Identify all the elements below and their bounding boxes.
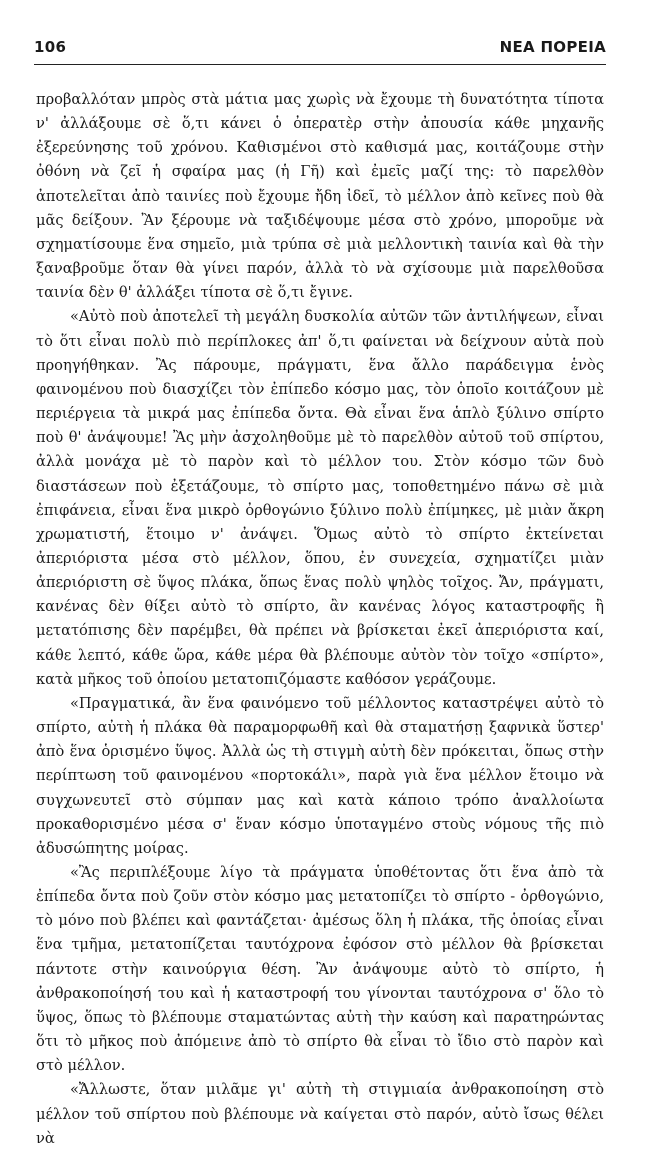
paragraph: «Αὐτὸ ποὺ ἀποτελεῖ τὴ μεγάλη δυσκολία αὐτῶν τῶν ἀντιλήψεων, εἶναι τὸ ὅτι εἶναι πολὺ πιὸ περίπλοκες ἀπ' ὅ,τι φαίνεται νὰ δείχνουν αὐτὰ ποὺ προηγήθηκαν. Ἂς πάρουμε, πράγματι, ἕνα ἄλλο παράδειγμα ἑνὸς φαινομένου ποὺ διασχίζει τὸν ἐπίπεδο κόσμο μας, τὸν ὁποῖο κοιτάζουν μὲ περιέργεια τὰ μικρά μας ἐπίπεδα ὄντα. Θὰ εἶναι ἕνα ἁπλὸ ξύλινο σπίρτο ποὺ θ' ἀνάψουμε! Ἂς μὴν ἀσχοληθοῦμε μὲ τὸ παρελθὸν αὐτοῦ τοῦ σπίρτου, ἀλλὰ μονάχα μὲ τὸ παρὸν καὶ τὸ μέλλον του. Στὸν κόσμο τῶν δυὸ διαστάσεων ποὺ ἐξετάζουμε, τὸ σπίρτο μας, τοποθετημένο πάνω σὲ μιὰ ἐπιφάνεια, εἶναι ἕνα μικρὸ ὀρθογώνιο ξύλινο πολὺ ἐπίμηκες, μὲ μιὰν ἄκρη χρωματιστή, ἕτοιμο ν' ἀνάψει. Ὅμως αὐτὸ τὸ σπίρτο ἐκτείνεται ἀπεριόριστα μέσα στὸ μέλλον, ὅπου, ἐν συνεχεία, σχηματίζει μιὰν ἀπεριόριστη σὲ ὕψος πλάκα, ὅπως ἕνας πολὺ ψηλὸς τοῖχος. Ἄν, πράγματι, κανένας δὲν θίξει αὐτὸ τὸ σπίρτο, ἂν κανένας λόγος καταστροφῆς ἢ μετατόπισης δὲν παρέμβει, θὰ πρέπει νὰ βρίσκεται ἐκεῖ ἀπεριόριστα καί, κάθε λεπτό, κάθε ὥρα, κάθε μέρα θὰ βλέπουμε αὐτὸν τὸν τοῖχο «σπίρτο», κατὰ μῆκος τοῦ ὁποίου μετατοπιζόμαστε καθόσον γεράζουμε.	[36, 308, 604, 688]
page-header	[34, 38, 606, 64]
body-text	[36, 88, 604, 1151]
paragraph: «Πραγματικά, ἂν ἕνα φαινόμενο τοῦ μέλλοντος καταστρέψει αὐτὸ τὸ σπίρτο, αὐτὴ ἡ πλάκα θὰ παραμορφωθῆ καὶ θὰ σταματήσῃ ξαφνικὰ ὕστερ' ἀπὸ ἕνα ὁρισμένο ὕψος. Ἀλλὰ ὡς τὴ στιγμὴ αὐτὴ δὲν πρόκειται, ὅπως στὴν περίπτωση τοῦ φαινομένου «πορτοκάλι», παρὰ γιὰ ἕνα μέλλον ἕτοιμο νὰ συγχωνευτεῖ στὸ σύμπαν μας καὶ κατὰ κάποιο τρόπο ἀναλλοίωτα προκαθορισμένο μέσα σ' ἕναν κόσμο ὑποταγμένο στοὺς νόμους τῆς πιὸ ἀδυσώπητης μοίρας.	[36, 694, 604, 857]
paragraph: προβαλλόταν μπρὸς στὰ μάτια μας χωρὶς νὰ ἔχουμε τὴ δυνατότητα τίποτα ν' ἀλλάξουμε σὲ ὅ,τι κάνει ὁ ὀπερατὲρ στὴν ἀπουσία κάθε μηχανῆς ἐξερεύνησης τοῦ χρόνου. Καθισμένοι στὸ καθισμά μας, κοιτάζουμε στὴν ὀθόνη νὰ ζεῖ ἡ σφαίρα μας (ἡ Γῆ) καὶ ἐμεῖς μαζί της: τὸ παρελθὸν ἀποτελεῖται ἀπὸ ταινίες ποὺ ἔχουμε ἤδη ἰδεῖ, τὸ μέλλον ἀπὸ κεῖνες ποὺ θὰ μᾶς δείξουν. Ἂν ξέρουμε νὰ ταξιδέψουμε μέσα στὸ χρόνο, μποροῦμε νὰ σχηματίσουμε ἕνα σημεῖο, μιὰ τρύπα σὲ μιὰ μελλοντικὴ ταινία καὶ θὰ τὴν ξαναβροῦμε ὅταν θὰ γίνει παρόν, ἀλλὰ τὸ νὰ σχίσουμε μιὰ παρελθοῦσα ταινία δὲν θ' ἀλλάξει τίποτα σὲ ὅ,τι ἔγινε.	[36, 91, 604, 302]
header-rule	[34, 64, 606, 65]
page-number: 106	[34, 38, 67, 56]
paragraph: «Ἄλλωστε, ὅταν μιλᾶμε γι' αὐτὴ τὴ στιγμιαία ἀνθρακοποίηση στὸ μέλλον τοῦ σπίρτου ποὺ βλέπουμε νὰ καίγεται στὸ παρόν, αὐτὸ ἴσως θέλει νὰ	[36, 1081, 604, 1147]
paragraph: «Ἂς περιπλέξουμε λίγο τὰ πράγματα ὑποθέτοντας ὅτι ἕνα ἀπὸ τὰ ἐπίπεδα ὄντα ποὺ ζοῦν στὸν κόσμο μας μετατοπίζει τὸ σπίρτο - ὀρθογώνιο, τὸ μόνο ποὺ βλέπει καὶ φαντάζεται· ἀμέσως ὅλη ἡ πλάκα, τῆς ὁποίας εἶναι ἕνα τμῆμα, μετατοπίζεται ταυτόχρονα ἐφόσον στὸ μέλλον θὰ βρίσκεται πάντοτε στὴν καινούργια θέση. Ἂν ἀνάψουμε αὐτὸ τὸ σπίρτο, ἡ ἀνθρακοποίησή του καὶ ἡ καταστροφή του γίνονται ταυτόχρονα σ' ὅλο τὸ ὕψος, ὅπως τὸ βλέπουμε σταματώντας αὐτὴ τὴν καύση καὶ παρατηρώντας ὅτι τὸ μῆκος ποὺ ἀπόμεινε ἀπὸ τὸ σπίρτο θὰ εἶναι τὸ ἴδιο στὸ παρὸν καὶ στὸ μέλλον.	[36, 864, 604, 1075]
running-title: ΝΕΑ ΠΟΡΕΙΑ	[499, 38, 606, 56]
